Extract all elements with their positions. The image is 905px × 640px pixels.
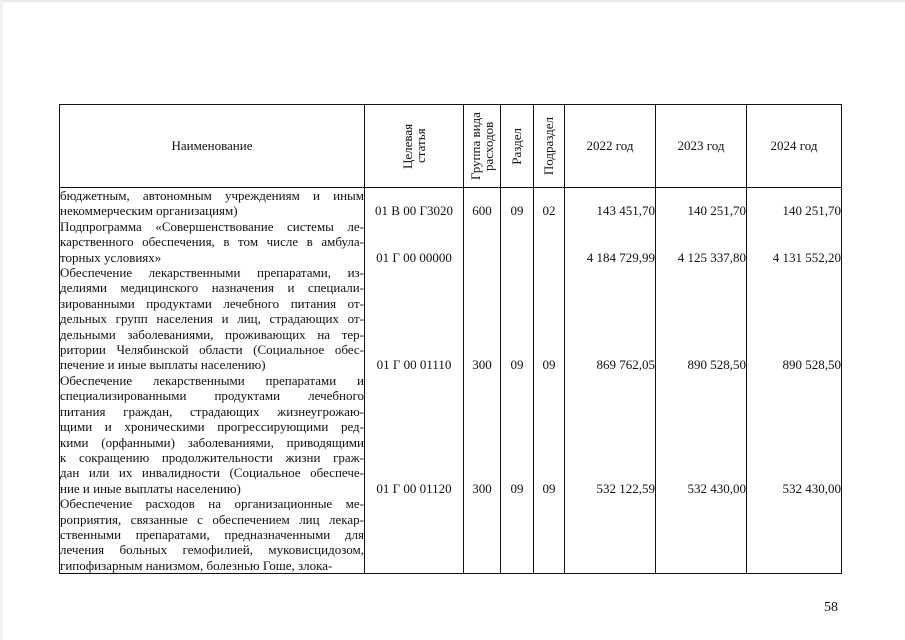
row-target-code [365, 496, 464, 574]
row-value-2023: 4 125 337,80 [656, 219, 747, 265]
table-row [60, 496, 842, 574]
header-2023-label: 2023 год [677, 138, 725, 154]
header-2022-label: 2022 год [586, 138, 634, 154]
row-subsection [534, 219, 565, 265]
row-name-line: Подпрограмма «Совершенствование системы ле- [60, 218, 364, 234]
row-name-line: питания граждан, страдающих жизнеугрожаю- [60, 403, 364, 419]
header-2024-label: 2024 год [770, 138, 818, 154]
header-section [501, 105, 534, 188]
row-value-2022: 869 762,05 [565, 265, 656, 373]
row-name-line: к сокращению продолжительности жизни граж- [60, 449, 364, 465]
row-name-line: торных условиях» [60, 249, 162, 265]
row-name-line: Обеспечение расходов на организационные ме- [60, 496, 364, 512]
table-header-row [60, 105, 842, 188]
row-section: 09 [501, 265, 534, 373]
row-value-2023: 532 430,00 [656, 373, 747, 496]
row-section [501, 219, 534, 265]
row-name-line: ритории Челябинской области (Социальное обес- [60, 342, 364, 358]
row-section: 09 [501, 188, 534, 219]
row-value-2023: 890 528,50 [656, 265, 747, 373]
row-name-line: лечения больных гемофилией, муковисцидозом, [60, 542, 364, 558]
header-target-label: Целевая статья [400, 123, 428, 169]
row-name [60, 373, 365, 496]
row-name-line: дельных групп населения и лиц, страдающих от- [60, 311, 364, 327]
row-name-line: роприятия, связанные с обеспечением лиц лекар- [60, 511, 364, 527]
row-target-code: 01 Г 00 01110 [365, 265, 464, 373]
row-name [60, 265, 365, 373]
row-name-line: карственного обеспечения, в том числе в амбула- [60, 234, 364, 250]
table-row [60, 219, 842, 265]
header-2023 [656, 105, 747, 188]
header-name-label: Наименование [171, 138, 253, 154]
row-target-code: 01 Г 00 01120 [365, 373, 464, 496]
row-value-2022 [565, 496, 656, 574]
row-value-2023: 140 251,70 [656, 188, 747, 219]
table-body [60, 188, 842, 574]
header-subsection-label: Подраздел [541, 116, 556, 176]
header-section-label: Раздел [509, 127, 524, 165]
row-name [60, 496, 365, 574]
row-name-line: зированными продуктами лечебного питания от- [60, 295, 364, 311]
scan-edge-top [0, 0, 905, 2]
header-target [365, 105, 464, 188]
row-name-line: некоммерческим организациям) [60, 203, 238, 219]
row-value-2024 [747, 496, 842, 574]
header-name [60, 105, 365, 188]
row-name-line: ственными препаратами, предназначенными для [60, 526, 364, 542]
header-subsection [534, 105, 565, 188]
table-row [60, 188, 842, 219]
table-row [60, 265, 842, 373]
row-value-2023 [656, 496, 747, 574]
row-group: 600 [464, 188, 501, 219]
row-name-line: дельными заболеваниями, проживающих на тер- [60, 326, 364, 342]
row-value-2022: 143 451,70 [565, 188, 656, 219]
row-group: 300 [464, 265, 501, 373]
header-group-label: Группа вида расходов [468, 112, 496, 180]
page-number: 58 [824, 600, 838, 615]
row-target-code: 01 Г 00 00000 [365, 219, 464, 265]
row-value-2022: 532 122,59 [565, 373, 656, 496]
row-name-line: Обеспечение лекарственными препаратами и [60, 372, 364, 388]
row-name-line: бюджетным, автономным учреждениям и иным [60, 188, 364, 203]
row-subsection: 09 [534, 373, 565, 496]
row-value-2024: 4 131 552,20 [747, 219, 842, 265]
row-subsection: 09 [534, 265, 565, 373]
row-name [60, 219, 365, 265]
row-subsection: 02 [534, 188, 565, 219]
row-name [60, 188, 365, 219]
header-2022 [565, 105, 656, 188]
row-name-line: делиями медицинского назначения и специали- [60, 280, 364, 296]
row-subsection [534, 496, 565, 574]
row-group [464, 219, 501, 265]
row-name-line: ние и иные выплаты населению) [60, 480, 241, 496]
table-row [60, 373, 842, 496]
row-name-line: Обеспечение лекарственными препаратами, из- [60, 265, 364, 281]
row-name-line: кими (орфанными) заболеваниями, приводящими [60, 434, 364, 450]
row-value-2024: 890 528,50 [747, 265, 842, 373]
row-name-line: печение и иные выплаты населению) [60, 357, 266, 373]
row-value-2024: 532 430,00 [747, 373, 842, 496]
row-group [464, 496, 501, 574]
row-section: 09 [501, 373, 534, 496]
budget-table [59, 104, 842, 574]
row-value-2024: 140 251,70 [747, 188, 842, 219]
row-name-line: специализированными продуктами лечебного [60, 388, 364, 404]
header-2024 [747, 105, 842, 188]
row-name-line: щими и хроническими прогрессирующими ред- [60, 419, 364, 435]
row-value-2022: 4 184 729,99 [565, 219, 656, 265]
row-name-line: гипофизарным нанизмом, болезнью Гоше, злока- [60, 557, 333, 573]
row-name-line: дан или их инвалидности (Социальное обеспече- [60, 465, 364, 481]
header-group [464, 105, 501, 188]
scan-edge-left [0, 0, 3, 640]
row-group: 300 [464, 373, 501, 496]
row-target-code: 01 В 00 Г3020 [365, 188, 464, 219]
row-section [501, 496, 534, 574]
